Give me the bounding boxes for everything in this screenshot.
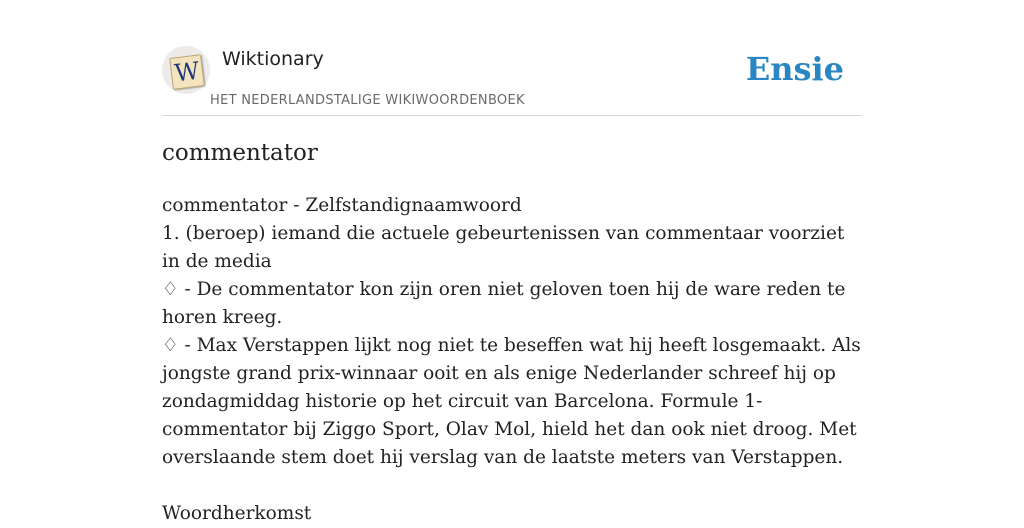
- entry-content: [162, 192, 862, 528]
- site-subtitle: HET NEDERLANDSTALIGE WIKIWOORDENBOEK: [210, 93, 525, 108]
- part-of-speech-line: commentator - Zelfstandignaamwoord: [162, 195, 522, 216]
- ensie-brand-logo[interactable]: Ensie: [745, 50, 844, 88]
- example-sentence: ♢ - De commentator kon zijn oren niet geloven toen hij de ware reden te horen kreeg.: [162, 279, 846, 328]
- site-header: [162, 44, 862, 116]
- logo-tile-icon: W: [169, 54, 205, 90]
- definition: 1. (beroep) iemand die actuele gebeurtenissen van commentaar voorziet in de media: [162, 223, 845, 272]
- page-title: commentator: [162, 140, 318, 166]
- section-heading-etymology: Woordherkomst: [162, 503, 312, 524]
- site-name[interactable]: Wiktionary: [222, 48, 324, 70]
- wiktionary-logo[interactable]: [162, 46, 210, 94]
- example-sentence: ♢ - Max Verstappen lijkt nog niet te beseffen wat hij heeft losgemaakt. Als jongste grand prix-winnaar ooit en als enige Nederlander schreef hij op zondagmiddag historie op het circuit van Barcelona. Formule 1-commentator bij Ziggo Sport, Olav Mol, hield het dan ook niet droog. Met overslaande stem doet hij verslag van de laatste meters van Verstappen.: [162, 335, 861, 468]
